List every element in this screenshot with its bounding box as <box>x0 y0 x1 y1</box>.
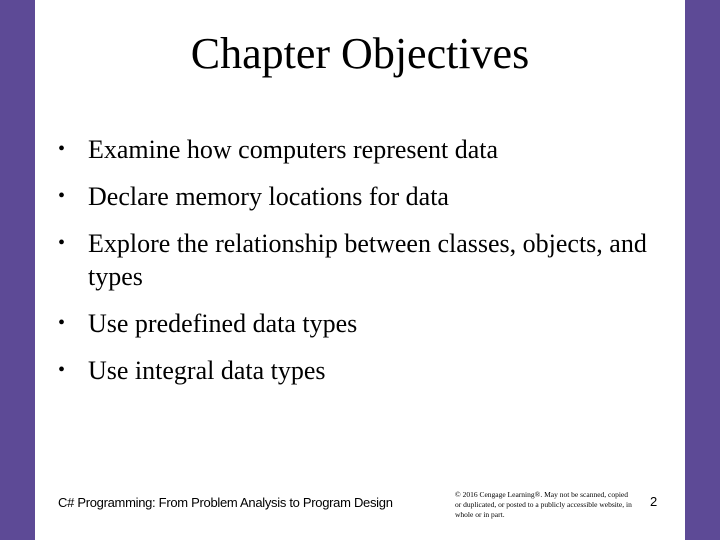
bullet-text: Use predefined data types <box>88 309 358 338</box>
bullet-item <box>58 133 658 166</box>
left-accent-bar <box>0 0 35 540</box>
bullet-icon: • <box>58 232 66 254</box>
bullet-list <box>58 133 658 401</box>
footer-book-title: C# Programming: From Problem Analysis to Program Design <box>58 495 393 510</box>
bullet-item <box>58 227 658 293</box>
bullet-item <box>58 180 658 213</box>
bullet-icon: • <box>58 312 66 334</box>
bullet-item <box>58 354 658 387</box>
page-number: 2 <box>650 494 658 509</box>
bullet-text: Declare memory locations for data <box>88 182 449 211</box>
bullet-text: Use integral data types <box>88 356 326 385</box>
bullet-icon: • <box>58 185 66 207</box>
bullet-text: Explore the relationship between classes, objects, and types <box>88 229 647 291</box>
bullet-text: Examine how computers represent data <box>88 135 499 164</box>
right-accent-bar <box>685 0 720 540</box>
footer-copyright: © 2016 Cengage Learning®. May not be scanned, copied or duplicated, or posted to a publicly accessible website, in whole or in part. <box>455 490 632 519</box>
bullet-item <box>58 307 658 340</box>
slide-title: Chapter Objectives <box>190 29 530 78</box>
bullet-icon: • <box>58 138 66 160</box>
bullet-icon: • <box>58 359 66 381</box>
